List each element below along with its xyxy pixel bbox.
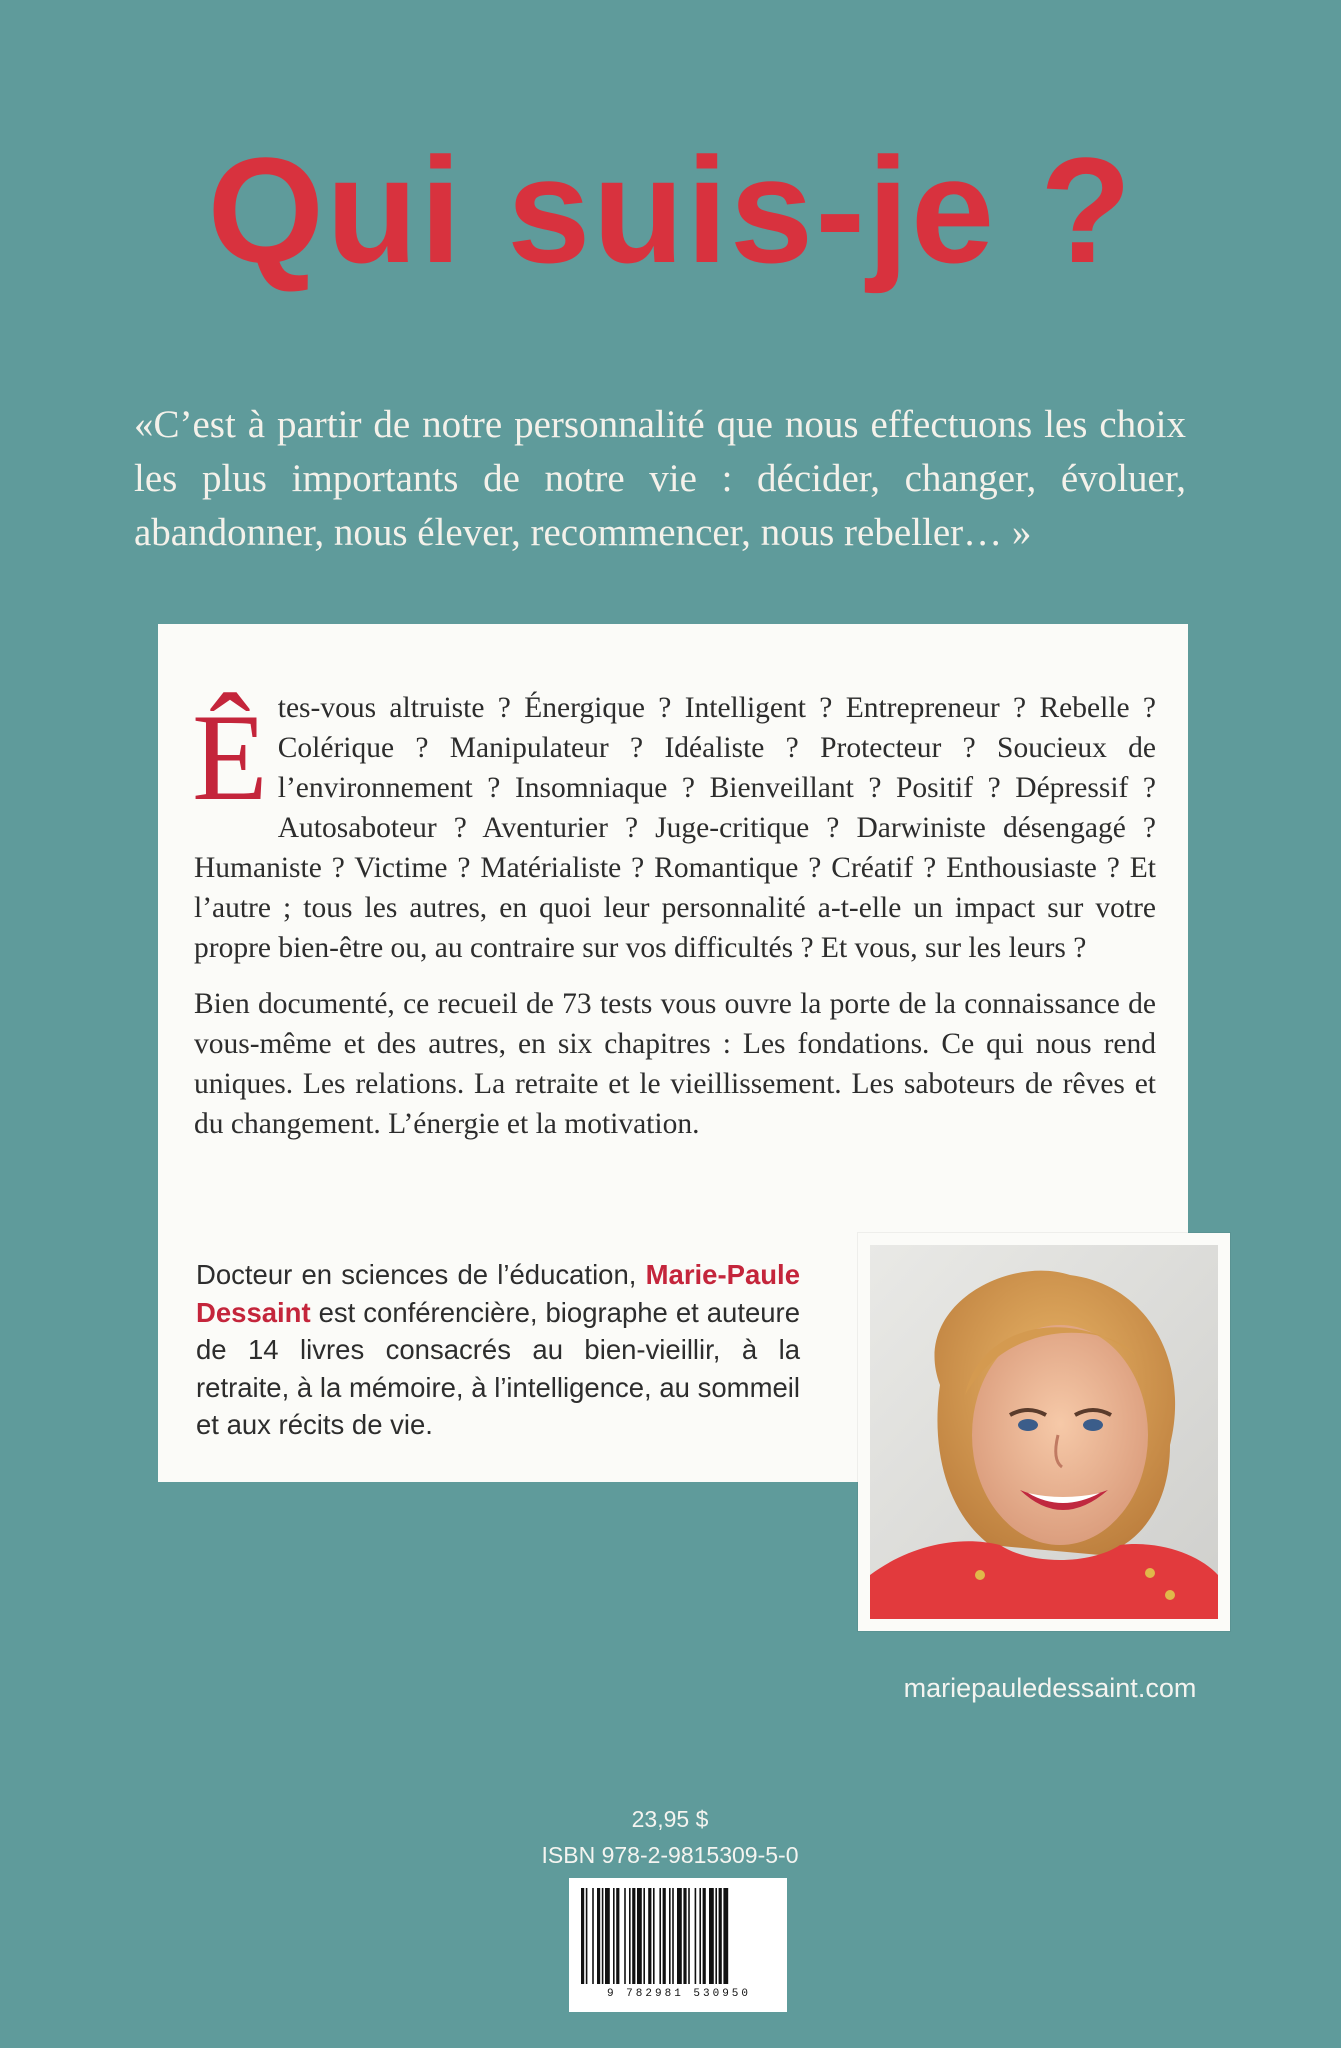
bio-intro: Docteur en sciences de l’éducation, — [196, 1259, 646, 1290]
description-text — [194, 688, 1156, 1144]
barcode-bar — [683, 1888, 686, 1984]
barcode-bar — [669, 1888, 671, 1984]
barcode-bar — [715, 1888, 717, 1984]
barcode-bars — [569, 1878, 787, 1988]
barcode-bar — [677, 1888, 682, 1984]
barcode-bar — [709, 1888, 714, 1984]
author-website: mariepauledessaint.com — [903, 1673, 1197, 1703]
description-paragraph-2: Bien documenté, ce recueil de 73 tests vous ouvre la porte de la connaissance de vous-même et des autres, en six chapitres : Les fondations. Ce qui nous rend uniques. Les relations. La retraite et le vieillissement. Les saboteurs de rêves et du changement. L’énergie et la motivation. — [194, 988, 1156, 1140]
barcode-bar — [637, 1888, 642, 1984]
drop-cap: Ê — [192, 689, 268, 826]
author-photo — [858, 1233, 1230, 1631]
barcode-bar — [592, 1888, 594, 1984]
barcode-bar — [632, 1888, 635, 1984]
barcode-bar — [653, 1888, 655, 1984]
book-title: Qui suis-je ? — [207, 126, 1134, 294]
barcode-bar — [648, 1888, 651, 1984]
barcode-bar — [613, 1888, 615, 1984]
barcode-bar — [616, 1888, 619, 1984]
barcode-bar — [699, 1888, 701, 1984]
barcode-bar — [672, 1888, 674, 1984]
barcode-bar — [605, 1888, 610, 1984]
barcode-bar — [602, 1888, 604, 1984]
bio-text: est conférencière, biographe et auteure de 14 livres consacrés au bien-vieillir, à la retraite, à la mémoire, à l’intelligence, au sommeil et aux récits de vie. — [196, 1296, 800, 1440]
barcode-bar — [629, 1888, 631, 1984]
isbn-label: ISBN 978-2-9815309-5-0 — [541, 1842, 799, 1868]
barcode-bar — [723, 1888, 728, 1984]
barcode-bar — [643, 1888, 645, 1984]
barcode-bar — [703, 1888, 706, 1984]
paragraph-1-text: tes-vous altruiste ? Énergique ? Intelligent ? Entrepreneur ? Rebelle ? Colérique ? Manipulateur ? Idéaliste ? Protecteur ? Soucieux de l’environnement ? Insomniaque ? Bienveillant ? Positif ? Dépressif ? Autosaboteur ? Aventurier ? Juge-critique ? Darwiniste désengagé ? Humaniste ? Victime ? Matérialiste ? Romantique ? Créatif ? Enthousiaste ? Et l’autre ; tous les autres, en quoi leur personnalité a-t-elle un impact sur votre propre bien-être ou, au contraire sur vos difficultés ? Et vous, sur les leurs ? — [194, 692, 1156, 964]
author-name: Marie-Paule Dessaint — [196, 1259, 800, 1328]
barcode-digits: 9 782981 530950 — [606, 1988, 752, 2000]
description-paragraph-1 — [194, 688, 1156, 968]
barcode-bar — [659, 1888, 661, 1984]
author-bio — [196, 1256, 800, 1444]
barcode-bar — [597, 1888, 600, 1984]
barcode-bar — [663, 1888, 666, 1984]
barcode-bar — [719, 1888, 722, 1984]
back-cover-quote: «C’est à partir de notre personnalité que nous effectuons les choix les plus importants de notre vie : décider, changer, évoluer, abandonner, nous élever, recommencer, nous rebeller… » — [134, 403, 1186, 554]
barcode-bar — [688, 1888, 690, 1984]
barcode-bar — [695, 1888, 697, 1984]
barcode-bar — [624, 1888, 626, 1984]
barcode — [569, 1878, 787, 2012]
price-label: 23,95 $ — [631, 1806, 709, 1832]
barcode-bar — [586, 1888, 588, 1984]
author-portrait-image — [870, 1245, 1218, 1619]
barcode-bar — [581, 1888, 584, 1984]
